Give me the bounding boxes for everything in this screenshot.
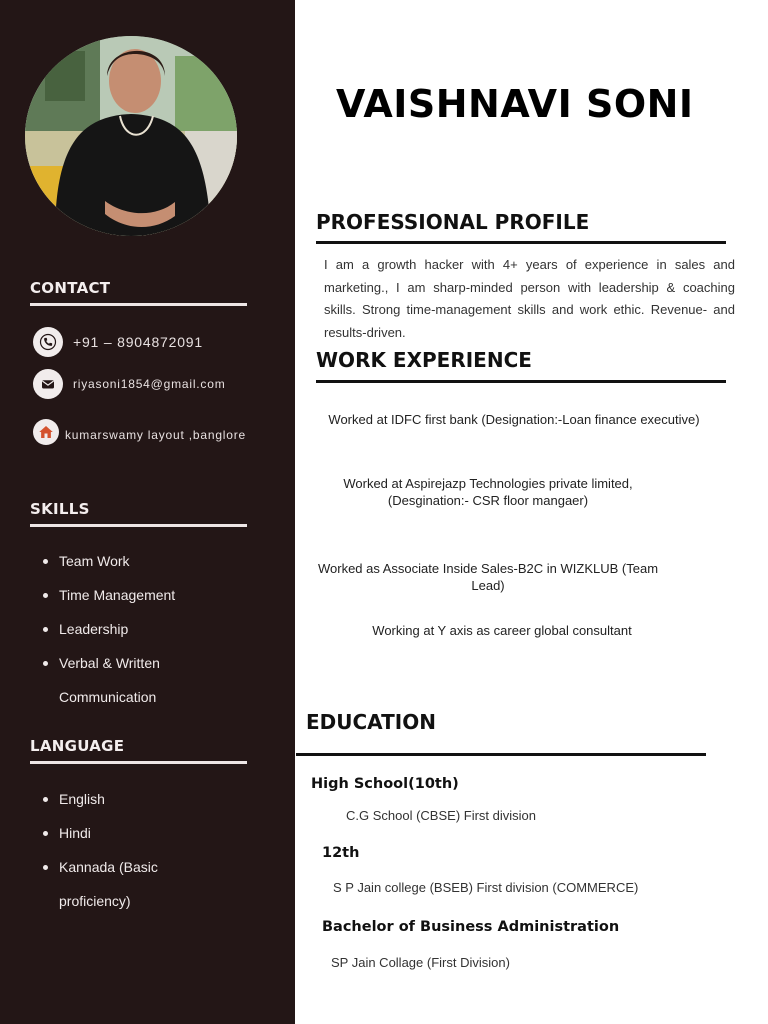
contact-email (33, 369, 226, 399)
skill-item: Leadership (43, 612, 273, 646)
language-item: English (43, 782, 273, 816)
work-item: Worked at IDFC first bank (Designation:-Loan finance executive) (328, 412, 700, 427)
education-detail: SP Jain Collage (First Division) (331, 955, 510, 970)
education-divider (296, 753, 706, 756)
work-item: Worked as Associate Inside Sales-B2C in WIZKLUB (Team Lead) (317, 561, 659, 593)
work-divider (316, 380, 726, 383)
contact-heading: CONTACT (30, 279, 111, 297)
skills-list (43, 544, 273, 714)
phone-icon (33, 327, 63, 357)
candidate-name: VAISHNAVI SONI (336, 82, 694, 126)
language-list (43, 782, 273, 918)
profile-photo (25, 36, 237, 236)
skill-item: Time Management (43, 578, 273, 612)
mail-icon (33, 369, 63, 399)
email-address: riyasoni1854@gmail.com (73, 377, 226, 391)
contact-address (33, 419, 246, 445)
language-item: Hindi (43, 816, 273, 850)
skill-item: Verbal & Written Communication (43, 646, 203, 714)
profile-divider (316, 241, 726, 244)
skills-heading: SKILLS (30, 500, 90, 518)
home-icon (33, 419, 59, 445)
sidebar (0, 0, 295, 1024)
education-detail: S P Jain college (BSEB) First division (COMMERCE) (333, 880, 639, 895)
language-divider (30, 761, 247, 764)
work-heading: WORK EXPERIENCE (316, 348, 532, 372)
contact-phone (33, 327, 203, 357)
address-text: kumarswamy layout ,banglore (65, 427, 247, 442)
education-title: Bachelor of Business Administration (322, 919, 620, 935)
contact-divider (30, 303, 247, 306)
education-title: 12th (322, 845, 360, 861)
education-detail: C.G School (CBSE) First division (346, 808, 536, 823)
skills-divider (30, 524, 247, 527)
profile-summary: I am a growth hacker with 4+ years of experience in sales and marketing., I am sharp-minded person with leadership & coaching skills. Strong time-management skills and work ethic. Revenue- and results-driven. (324, 257, 735, 341)
profile-heading: PROFESSIONAL PROFILE (316, 210, 590, 234)
language-item: Kannada (Basic proficiency) (43, 850, 173, 918)
education-title: High School(10th) (311, 776, 459, 792)
language-heading: LANGUAGE (30, 737, 125, 755)
work-item: Worked at Aspirejazp Technologies private limited, (Desgination:- CSR floor mangaer) (343, 476, 633, 508)
skill-item: Team Work (43, 544, 273, 578)
work-item: Working at Y axis as career global consultant (372, 623, 632, 638)
education-heading: EDUCATION (306, 710, 436, 734)
phone-number: +91 – 8904872091 (73, 334, 203, 350)
